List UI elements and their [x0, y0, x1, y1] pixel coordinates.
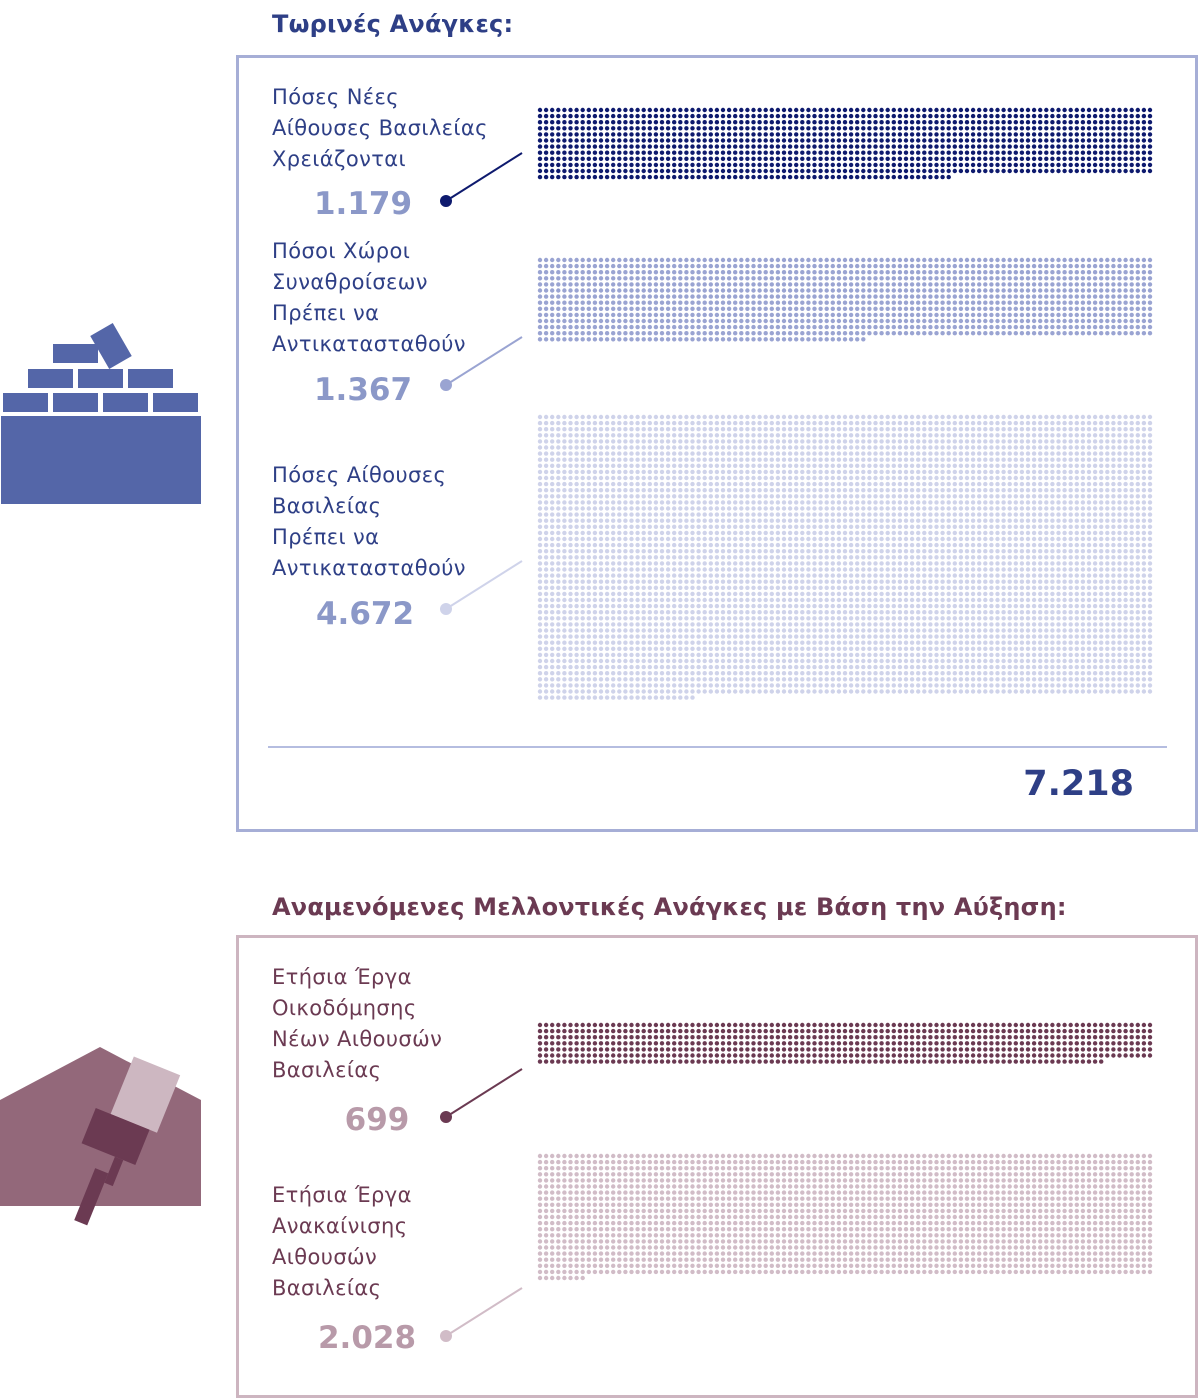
waffle-new-kingdom-halls-marker	[440, 195, 452, 207]
value-assembly-halls-replace: 1.367	[313, 372, 413, 408]
label-assembly-halls-replace: Πόσοι Χώροι Συναθροίσεων Πρέπει να Αντικατασταθούν	[272, 239, 466, 356]
label-new-kingdom-halls: Πόσες Νέες Αίθουσες Βασιλείας Χρειάζονται	[272, 85, 488, 171]
value-annual-renovation: 2.028	[317, 1320, 417, 1356]
waffle-kingdom-halls-replace-marker	[440, 603, 452, 615]
label-annual-renovation: Ετήσια Έργα Ανακαίνισης Αιθουσών Βασιλείας	[272, 1183, 412, 1300]
value-annual-new-construction: 699	[344, 1102, 410, 1138]
label-annual-new-construction: Ετήσια Έργα Οικοδόμησης Νέων Αιθουσών Βασιλείας	[272, 965, 443, 1082]
value-new-kingdom-halls: 1.179	[313, 186, 413, 222]
section-title-current: Τωρινές Ανάγκες:	[272, 10, 514, 38]
label-kingdom-halls-replace: Πόσες Αίθουσες Βασιλείας Πρέπει να Αντικατασταθούν	[272, 463, 466, 580]
value-kingdom-halls-replace: 4.672	[315, 596, 415, 632]
section-title-future: Αναμενόμενες Μελλοντικές Ανάγκες με Βάση την Αύξηση:	[272, 893, 1067, 921]
waffle-assembly-halls-replace-leader-line	[446, 337, 522, 385]
waffle-annual-renovation-marker	[440, 1330, 452, 1342]
waffle-assembly-halls-replace-marker	[440, 379, 452, 391]
waffle-annual-new-construction	[538, 1023, 1152, 1064]
waffle-annual-new-construction-leader-line	[446, 1069, 522, 1117]
waffle-annual-new-construction-marker	[440, 1111, 452, 1123]
waffle-kingdom-halls-replace	[538, 415, 1152, 700]
total-value: 7.218	[1023, 764, 1134, 804]
waffle-assembly-halls-replace	[538, 258, 1152, 342]
waffle-annual-renovation-leader-line	[446, 1288, 522, 1336]
waffle-new-kingdom-halls	[538, 108, 1152, 180]
waffle-kingdom-halls-replace-leader-line	[446, 561, 522, 609]
waffle-annual-renovation	[538, 1154, 1152, 1280]
waffle-new-kingdom-halls-leader-line	[446, 153, 522, 201]
